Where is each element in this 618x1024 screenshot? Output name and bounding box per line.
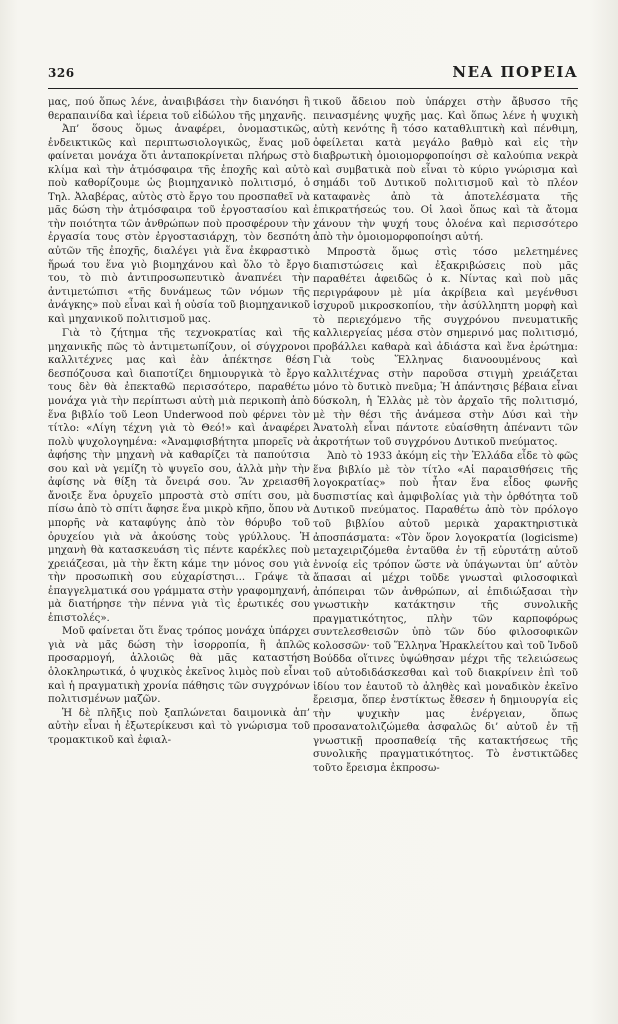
page-header — [48, 63, 578, 88]
right-column — [313, 96, 578, 775]
paragraph: Ἡ δὲ πλῆξις ποὺ ξαπλώνεται δαιμονικὰ ἀπ’ αὐτὴν εἶναι ἡ ἐξωτερίκευσι καὶ τὸ γνώρισμα τοῦ τρομακτικοῦ καὶ ἐφιαλ- — [48, 707, 310, 746]
left-column — [48, 96, 310, 747]
paragraph: Ἀπὸ τὸ 1933 ἀκόμη εἰς τὴν Ἑλλάδα εἶδε τὸ φῶς ἕνα βιβλίο μὲ τὸν τίτλο «Αἱ παραισθήσεις τῆς λογοκρατίας» ποὺ ἦταν ἕνα εἶδος φωνῆς δυσπιστίας καὶ ἀμφιβολίας γιὰ τὴν ὀρθότητα τοῦ Δυτικοῦ πνεύματος. Παραθέτω ἀπὸ τὸν πρόλογο τοῦ βιβλίου αὐτοῦ μερικὰ χαρακτηριστικὰ ἀποσπάσματα: «Τὸν ὅρον λογοκρατία (logicisme) μεταχειριζόμεθα ἐνταῦθα ἐν τῇ εὐρυτάτῃ αὐτοῦ ἐννοίᾳ εἰς τρόπον ὥστε νὰ ὑπάγωνται ὑπ’ αὐτὸν ἅπασαι αἱ μέχρι τοῦδε γνωσταὶ φιλοσοφικαὶ ἀπόπειραι τῶν ἀνθρώπων, αἱ ἐπιδιώξασαι τὴν γνωστικὴν κατάκτησιν τῆς συνολικῆς πραγματικότητος, πλὴν τῶν καρποφόρως συντελεσθεισῶν ὑπὸ τῶν δύο φιλοσοφικῶν κολοσσῶν· τοῦ Ἕλληνα Ἡρακλείτου καὶ τοῦ Ἰνδοῦ Βούδδα οἵτινες ὑψώθησαν μέχρι τῆς τελειώσεως τοῦ αὐτοδιδάσκεσθαι καὶ τοῦ διακρίνειν ἐπὶ τοῦ ἰδίου τον ἑαυτοῦ τὸ ἀληθὲς καὶ μοναδικὸν ἐκεῖνο ἔρεισμα, ὅπερ ἐνστίκτως ἔθεσεν ἡ δημιουργία εἰς τὴν ψυχικὴν μας ἐνέργειαν, ὅπως προσανατολιζώμεθα ἀσφαλῶς δι’ αὐτοῦ ἐν τῇ γνωστικῇ προσπαθείᾳ τῆς κατακτήσεως τῆς συνολικῆς πραγματικότητος. Τὸ ἐνστικτῶδες τοῦτο ἔρεισμα ἐκπροσω- — [313, 451, 578, 774]
paragraph: τικοῦ ἄδειου ποὺ ὑπάρχει στὴν ἄβυσσο τῆς πεινασμένης ψυχῆς μας. Καὶ ὅπως λένε ἡ ψυχικὴ αὐτὴ κενότης ἢ τόσο καταθλιπτικὴ καὶ πένθιμη, ὀφείλεται κατὰ μεγάλο βαθμὸ καὶ εἰς τὴν διαβρωτικὴ ὁμοιομορφοποίησι σὲ καλούπια νεκρὰ καὶ συμβατικὰ ποὺ εἶναι τὸ κύριο γνώρισμα καὶ σημάδι τοῦ Δυτικοῦ πολιτισμοῦ καὶ τὸ πλέον καταφανὲς ἀπὸ τὰ ἀποτελέσματα τῆς ἐπικρατήσεώς του. Οἱ λαοὶ ὅπως καὶ τὰ ἄτομα χάνουν τὴν ψυχή τους ὁλοένα καὶ περισσότερο ἀπὸ τὴν ὁμοιομορφοποίησι αὐτή. — [313, 97, 578, 244]
paragraph: Ἀπ’ ὅσους ὅμως ἀναφέρει, ὀνομαστικῶς, ἐνδεικτικῶς καὶ περιπτωσιολογικῶς, ἕνας μοῦ φαίνεται μονάχα ὅτι ἀνταποκρίνεται πλήρως στὸ κλίμα καὶ τὴν ἀτμόσφαιρα τῆς ἐποχῆς καὶ αὐτὸ ποὺ καθορίζουμε ὡς βιομηχανικὸ πολιτισμό, ὁ Τηλ. Ἀλαβέρας, αὐτὸς στὸ ἔργο του προσπαθεῖ νὰ μᾶς δώση τὴν ἀτμόσφαιρα τοῦ ἐργοστασίου καὶ τὴν ποιότητα τῶν ἀνθρώπων ποὺ προσφέρουν τὴν ἐργασία τους στὸν ἐργοστασιάρχη, τὸν δεσπότη αὐτῶν τῆς ἐποχῆς, διαλέγει γιὰ ἕνα ἐκφραστικὸ ἥρωά του ἕνα γιὸ βιομηχάνου καὶ ὅλο τὸ ἔργο του, τὸ πιὸ ἀντιπροσωπευτικὸ ἀναπνέει τὴν ἀντιμετώπισι «τῆς δυνάμεως τῶν νόμων τῆς ἀνάγκης» ποὺ εἶναι καὶ ἡ οὐσία τοῦ βιομηχανικοῦ καὶ μηχανικοῦ πολιτισμοῦ μας. — [48, 124, 310, 325]
paragraph: Μοῦ φαίνεται ὅτι ἕνας τρόπος μονάχα ὑπάρχει γιὰ νὰ μᾶς δώση τὴν ἰσορροπία, ἢ ἁπλῶς προσαρμογή, ἀλλοιῶς θὰ μᾶς καταστήση ὁλοκληρωτικά, ὁ ψυχικὸς ἐκεῖνος λιμὸς ποὺ εἶναι καὶ ἡ πραγματικὴ χρονία πάθησις τῶν συγχρόνων πολιτισμένων μαζῶν. — [48, 626, 310, 706]
page-number: 326 — [48, 66, 75, 80]
paragraph: μας, πού ὅπως λένε, ἀναιβιβάσει τὴν διανόησι ἢ θεραπαινίδα καὶ ἱέρεια τοῦ εἰδώλου τῆς μηχανῆς. — [48, 97, 310, 122]
header-rule — [48, 88, 578, 89]
paragraph: Μπροστὰ ὅμως στὶς τόσο μελετημένες διαπιστώσεις καὶ ἐξακριβώσεις ποὺ μᾶς παραθέτει ἀφειδῶς ὁ κ. Νίντας καὶ ποὺ μᾶς περιγράφουν μὲ μία ἀκρίβεια καὶ μεγένθυσι ἰσχυροῦ μικροσκοπίου, τὴν ἀσύλληπτη μορφὴ καὶ τὸ περιεχόμενο τῆς συγχρόνου πνευματικῆς καλλιεργείας μέσα στὸν σημερινό μας πολιτισμό, προβάλλει καθαρὰ καὶ ἀδιάστα καὶ ἕνα ἐρώτημα: Γιὰ τοὺς Ἕλληνας διανοουμένους καὶ καλλιτέχνας στὴν παροῦσα στιγμὴ χρειάζεται μόνο τὸ δυτικὸ πνεῦμα; Ἡ ἀπάντησις βέβαια εἶναι δύσκολη, ἡ Ἑλλὰς μὲ τὸν ἀρχαῖο τῆς πολιτισμό, μὲ τὴν θέσι τῆς ἀνάμεσα στὴν Δύσι καὶ τὴν Ἀνατολὴ εἶναι πάντοτε εὐαίσθητη ἀπέναντι τῶν ἀκροτήτων τοῦ συγχρόνου Δυτικοῦ πνεύματος. — [313, 247, 578, 448]
paragraph: Γιὰ τὸ ζήτημα τῆς τεχνοκρατίας καὶ τῆς μηχανικῆς πῶς τὸ ἀντιμετωπίζουν, οἱ σύγχρονοι καλλιτέχνες μας καὶ ἐὰν ἀπέκτησε θέση δεσπόζουσα καὶ διαποτίζει δημιουργικὰ τὸ ἔργο τους δὲν θὰ ἐπεκταθῶ περισσότερο, παραθέτω μονάχα γιὰ τὴν περίπτωσι αὐτὴ μιὰ περικοπὴ ἀπὸ ἕνα βιβλίο τοῦ Leon Underwood ποὺ φέρνει τὸν τίτλο: «Λίγη τέχνη γιὰ τὸ Θεό!» καὶ ἀναφέρει πολὺ ψυχολογημένα: «Ἀναμφισβήτητα μπορεῖς νὰ ἀφήσης τὴν μηχανὴ νὰ καθαρίζει τὰ παπούτσια σου καὶ νὰ γεμίζη τὸ ψυγεῖο σου, ἀλλὰ μὴν τὴν ἀφίσης νὰ θίξη τὰ ὄνειρά σου. Ἂν χρειασθῆ ἄνοιξε ἕνα ὀρυχεῖο μπροστὰ στὸ σπίτι σου, μὰ πίσω ἀπὸ τὸ σπίτι ἄφησε ἕνα μικρὸ κῆπο, ὅπου νὰ μπορῆς νὰ καταφύγης ἀπὸ τὸν θόρυβο τοῦ ὀρυχείου γιὰ νὰ ἀκούσης τοὺς γρύλλους. Ἡ μηχανὴ θὰ κατασκευάση τὶς πέντε καρέκλες ποὺ χρειάζεσαι, μὰ τὴν ἕκτη κάμε την μόνος σου γιὰ τὴν προσωπικὴ σου εὐχαρίστησι... Γράψε τὰ ἐπαγγελματικά σου γράμματα στὴν γραφομηχανή, μὰ διατήρησε τὴν πέννα γιὰ τὶς ἐρωτικές σου ἐπιστολές». — [48, 328, 310, 624]
journal-title: ΝΕΑ ΠΟΡΕΙΑ — [452, 63, 578, 81]
